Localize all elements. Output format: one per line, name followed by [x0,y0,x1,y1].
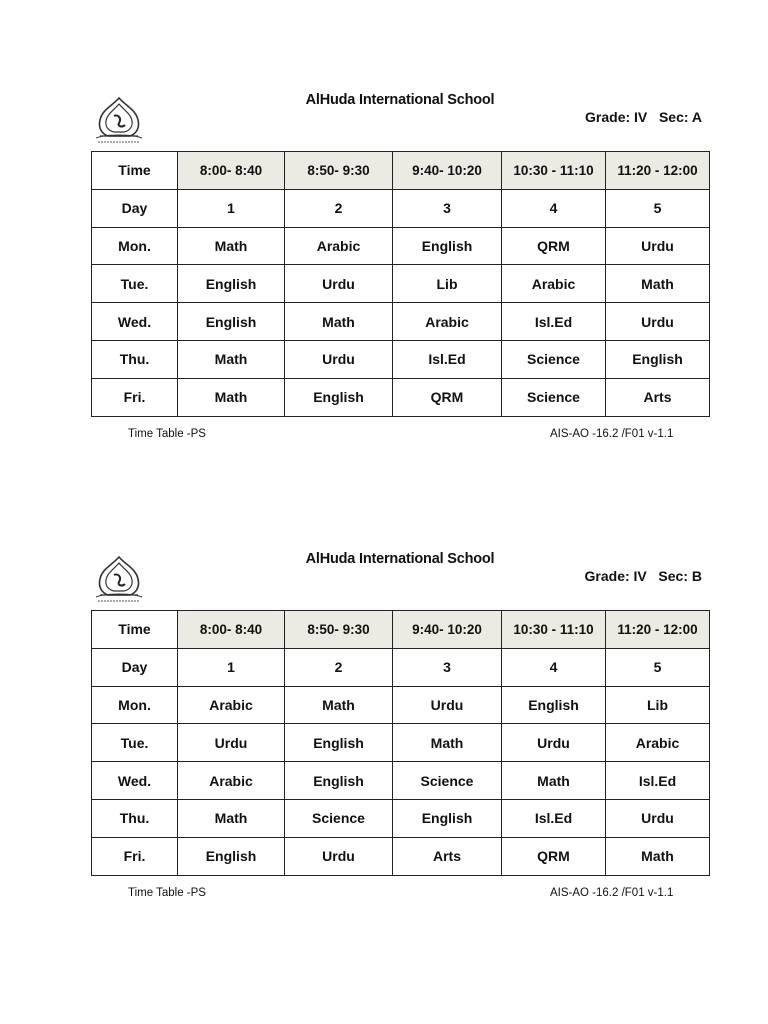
table-cell: Math [285,686,393,724]
table-cell: Urdu [606,303,710,341]
table-row [92,227,710,265]
footer-doc-title: Time Table -PS [128,887,206,899]
table-cell: English [178,303,285,341]
table-row [92,303,710,341]
table-cell: English [178,265,285,303]
footer-doc-code: AIS-AO -16.2 /F01 v-1.1 [550,428,674,440]
table-cell: Arabic [285,227,393,265]
table-cell: 5 [606,648,710,686]
timetable-table [91,151,710,417]
table-cell: Arabic [178,686,285,724]
table-cell: Arabic [178,762,285,800]
timetable-table [91,610,710,876]
school-name: AlHuda International School [305,92,495,108]
table-cell: Arts [393,837,502,875]
table-cell: English [606,340,710,378]
table-cell: Arabic [502,265,606,303]
header-cell: 10:30 - 11:10 [502,611,606,649]
table-cell: Arabic [606,724,710,762]
table-row [92,265,710,303]
table-header-row [92,611,710,649]
table-cell: QRM [502,837,606,875]
table-cell: Math [502,762,606,800]
grade-section: Grade: IV Sec: B [584,568,702,584]
table-cell: Isl.Ed [393,340,502,378]
table-row [92,837,710,875]
header-cell: 11:20 - 12:00 [606,152,710,190]
table-cell: Urdu [285,265,393,303]
table-cell: Wed. [92,762,178,800]
footer-doc-code: AIS-AO -16.2 /F01 v-1.1 [550,887,674,899]
table-cell: English [285,378,393,416]
table-cell: Isl.Ed [502,303,606,341]
table-cell: Science [502,340,606,378]
header-cell: 11:20 - 12:00 [606,611,710,649]
header-cell: 9:40- 10:20 [393,152,502,190]
table-row [92,686,710,724]
table-row [92,189,710,227]
table-cell: 2 [285,648,393,686]
table-cell: Arabic [393,303,502,341]
table-cell: QRM [393,378,502,416]
table-row [92,724,710,762]
table-cell: Day [92,648,178,686]
table-cell: Urdu [606,799,710,837]
table-cell: Urdu [502,724,606,762]
table-cell: English [502,686,606,724]
table-cell: English [393,227,502,265]
table-cell: 3 [393,648,502,686]
table-cell: Math [178,378,285,416]
timetable-sheet-b [0,547,768,987]
table-cell: Math [178,340,285,378]
table-row [92,799,710,837]
table-cell: English [393,799,502,837]
table-cell: Day [92,189,178,227]
table-cell: Lib [606,686,710,724]
header-cell: 8:50- 9:30 [285,611,393,649]
table-cell: Math [178,227,285,265]
header-cell: 8:00- 8:40 [178,611,285,649]
table-cell: 1 [178,189,285,227]
table-cell: Math [606,265,710,303]
table-cell: Urdu [178,724,285,762]
table-cell: Isl.Ed [606,762,710,800]
table-cell: Urdu [606,227,710,265]
table-cell: Math [393,724,502,762]
header-cell: 9:40- 10:20 [393,611,502,649]
table-cell: Mon. [92,227,178,265]
table-row [92,762,710,800]
school-name: AlHuda International School [305,551,495,567]
table-cell: Wed. [92,303,178,341]
table-row [92,648,710,686]
table-cell: English [178,837,285,875]
table-cell: Tue. [92,265,178,303]
table-cell: Math [606,837,710,875]
header-cell: 10:30 - 11:10 [502,152,606,190]
table-cell: Urdu [285,837,393,875]
table-cell: Math [285,303,393,341]
footer-doc-title: Time Table -PS [128,428,206,440]
header-cell: 8:50- 9:30 [285,152,393,190]
table-row [92,340,710,378]
table-cell: Math [178,799,285,837]
table-cell: Urdu [393,686,502,724]
table-cell: 4 [502,648,606,686]
table-cell: Science [285,799,393,837]
table-cell: 5 [606,189,710,227]
table-cell: Thu. [92,799,178,837]
table-cell: 3 [393,189,502,227]
timetable-sheet-a [0,88,768,528]
table-cell: Thu. [92,340,178,378]
table-cell: Lib [393,265,502,303]
table-cell: Tue. [92,724,178,762]
table-cell: 4 [502,189,606,227]
table-header-row [92,152,710,190]
table-cell: 2 [285,189,393,227]
table-cell: QRM [502,227,606,265]
table-cell: English [285,762,393,800]
table-cell: 1 [178,648,285,686]
grade-section: Grade: IV Sec: A [585,109,702,125]
table-cell: Urdu [285,340,393,378]
header-cell: Time [92,152,178,190]
table-row [92,378,710,416]
table-cell: English [285,724,393,762]
header-cell: Time [92,611,178,649]
table-cell: Science [393,762,502,800]
table-cell: Arts [606,378,710,416]
table-cell: Mon. [92,686,178,724]
table-cell: Science [502,378,606,416]
table-cell: Fri. [92,378,178,416]
header-cell: 8:00- 8:40 [178,152,285,190]
table-cell: Isl.Ed [502,799,606,837]
table-cell: Fri. [92,837,178,875]
